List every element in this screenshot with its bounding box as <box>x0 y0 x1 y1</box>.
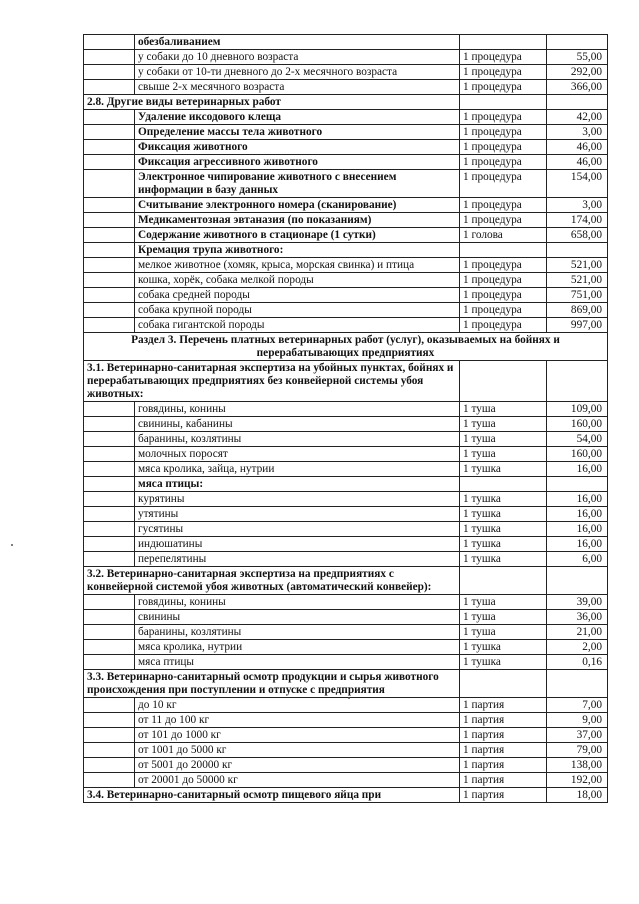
table-row <box>84 333 608 361</box>
service-name-cell: Фиксация животного <box>135 140 460 155</box>
indent-cell <box>84 698 135 713</box>
service-name-cell: курятины <box>135 492 460 507</box>
service-name-cell: мяса кролика, зайца, нутрии <box>135 462 460 477</box>
table-row <box>84 655 608 670</box>
table-row <box>84 432 608 447</box>
unit-cell: 1 туша <box>460 610 547 625</box>
table-row <box>84 447 608 462</box>
table-row <box>84 552 608 567</box>
table-row <box>84 155 608 170</box>
indent-cell <box>84 65 135 80</box>
service-name-cell: от 101 до 1000 кг <box>135 728 460 743</box>
indent-cell <box>84 243 135 258</box>
group-title-cell: 3.3. Ветеринарно-санитарный осмотр продукции и сырья животного происхождения при поступлении и отпуске с предприятия <box>84 670 460 698</box>
scan-dot <box>11 544 13 546</box>
price-cell: 36,00 <box>547 610 608 625</box>
indent-cell <box>84 402 135 417</box>
table-row <box>84 213 608 228</box>
service-name-cell: от 20001 до 50000 кг <box>135 773 460 788</box>
unit-cell: 1 процедура <box>460 65 547 80</box>
service-name-cell: свинины <box>135 610 460 625</box>
unit-cell: 1 партия <box>460 728 547 743</box>
indent-cell <box>84 552 135 567</box>
price-cell <box>547 243 608 258</box>
price-cell: 160,00 <box>547 417 608 432</box>
table-row <box>84 462 608 477</box>
service-name-cell: говядины, конины <box>135 402 460 417</box>
service-name-cell: свинины, кабанины <box>135 417 460 432</box>
table-row <box>84 288 608 303</box>
indent-cell <box>84 492 135 507</box>
indent-cell <box>84 595 135 610</box>
service-name-cell: у собаки до 10 дневного возраста <box>135 50 460 65</box>
service-name-cell: Медикаментозная эвтаназия (по показаниям) <box>135 213 460 228</box>
price-cell: 16,00 <box>547 462 608 477</box>
unit-cell <box>460 95 547 110</box>
group-title-cell: 3.1. Ветеринарно-санитарная экспертиза на убойных пунктах, бойнях и перерабатывающих предприятиях без конвейерной системы убоя животных: <box>84 361 460 402</box>
service-name-cell: мяса кролика, нутрии <box>135 640 460 655</box>
price-cell: 37,00 <box>547 728 608 743</box>
price-cell: 9,00 <box>547 713 608 728</box>
indent-cell <box>84 318 135 333</box>
unit-cell: 1 голова <box>460 228 547 243</box>
service-name-cell: утятины <box>135 507 460 522</box>
indent-cell <box>84 462 135 477</box>
price-cell: 869,00 <box>547 303 608 318</box>
service-name-cell: до 10 кг <box>135 698 460 713</box>
indent-cell <box>84 640 135 655</box>
indent-cell <box>84 537 135 552</box>
indent-cell <box>84 170 135 198</box>
indent-cell <box>84 610 135 625</box>
price-cell: 16,00 <box>547 507 608 522</box>
unit-cell: 1 процедура <box>460 170 547 198</box>
indent-cell <box>84 655 135 670</box>
unit-cell: 1 партия <box>460 788 547 803</box>
indent-cell <box>84 507 135 522</box>
unit-cell: 1 тушка <box>460 492 547 507</box>
table-row <box>84 50 608 65</box>
unit-cell: 1 тушка <box>460 537 547 552</box>
unit-cell: 1 туша <box>460 595 547 610</box>
price-cell: 174,00 <box>547 213 608 228</box>
indent-cell <box>84 758 135 773</box>
table-row <box>84 198 608 213</box>
table-row <box>84 713 608 728</box>
group-title-cell: 3.2. Ветеринарно-санитарная экспертиза на предприятиях с конвейерной системой убоя животных (автоматический конвейер): <box>84 567 460 595</box>
table-row <box>84 402 608 417</box>
unit-cell: 1 процедура <box>460 125 547 140</box>
service-name-cell: Определение массы тела животного <box>135 125 460 140</box>
unit-cell <box>460 670 547 698</box>
indent-cell <box>84 125 135 140</box>
table-row <box>84 567 608 595</box>
indent-cell <box>84 417 135 432</box>
table-row <box>84 140 608 155</box>
unit-cell: 1 процедура <box>460 258 547 273</box>
unit-cell: 1 тушка <box>460 507 547 522</box>
service-name-cell: кошка, хорёк, собака мелкой породы <box>135 273 460 288</box>
service-name-cell: собака гигантской породы <box>135 318 460 333</box>
table-row <box>84 417 608 432</box>
price-cell: 46,00 <box>547 155 608 170</box>
price-cell: 55,00 <box>547 50 608 65</box>
indent-cell <box>84 522 135 537</box>
unit-cell <box>460 361 547 402</box>
service-name-cell: от 11 до 100 кг <box>135 713 460 728</box>
indent-cell <box>84 80 135 95</box>
price-cell: 21,00 <box>547 625 608 640</box>
indent-cell <box>84 155 135 170</box>
price-cell: 79,00 <box>547 743 608 758</box>
price-cell <box>547 567 608 595</box>
price-cell: 54,00 <box>547 432 608 447</box>
indent-cell <box>84 288 135 303</box>
unit-cell: 1 процедура <box>460 213 547 228</box>
price-cell: 18,00 <box>547 788 608 803</box>
table-row <box>84 361 608 402</box>
unit-cell: 1 туша <box>460 402 547 417</box>
price-cell: 109,00 <box>547 402 608 417</box>
service-name-cell: от 5001 до 20000 кг <box>135 758 460 773</box>
unit-cell: 1 партия <box>460 713 547 728</box>
table-row <box>84 773 608 788</box>
price-cell: 192,00 <box>547 773 608 788</box>
unit-cell <box>460 35 547 50</box>
indent-cell <box>84 140 135 155</box>
unit-cell: 1 тушка <box>460 640 547 655</box>
indent-cell <box>84 743 135 758</box>
price-cell: 154,00 <box>547 170 608 198</box>
service-name-cell: обезбаливанием <box>135 35 460 50</box>
table-row <box>84 640 608 655</box>
service-name-cell: говядины, конины <box>135 595 460 610</box>
price-cell: 292,00 <box>547 65 608 80</box>
indent-cell <box>84 110 135 125</box>
indent-cell <box>84 773 135 788</box>
unit-cell <box>460 243 547 258</box>
unit-cell: 1 процедура <box>460 288 547 303</box>
unit-cell: 1 партия <box>460 743 547 758</box>
unit-cell <box>460 477 547 492</box>
service-name-cell: у собаки от 10-ти дневного до 2-х месячного возраста <box>135 65 460 80</box>
table-row <box>84 243 608 258</box>
unit-cell: 1 туша <box>460 625 547 640</box>
service-name-cell: перепелятины <box>135 552 460 567</box>
indent-cell <box>84 303 135 318</box>
service-name-cell: мелкое животное (хомяк, крыса, морская свинка) и птица <box>135 258 460 273</box>
table-row <box>84 537 608 552</box>
table-row <box>84 743 608 758</box>
price-cell <box>547 361 608 402</box>
indent-cell <box>84 198 135 213</box>
unit-cell: 1 партия <box>460 758 547 773</box>
indent-cell <box>84 713 135 728</box>
price-cell: 46,00 <box>547 140 608 155</box>
indent-cell <box>84 273 135 288</box>
service-name-cell: Удаление иксодового клеща <box>135 110 460 125</box>
price-cell: 138,00 <box>547 758 608 773</box>
price-cell: 2,00 <box>547 640 608 655</box>
table-row <box>84 522 608 537</box>
service-name-cell: молочных поросят <box>135 447 460 462</box>
table-row <box>84 610 608 625</box>
price-cell: 521,00 <box>547 258 608 273</box>
unit-cell: 1 процедура <box>460 198 547 213</box>
table-row <box>84 670 608 698</box>
indent-cell <box>84 728 135 743</box>
service-name-cell: баранины, козлятины <box>135 432 460 447</box>
indent-cell <box>84 432 135 447</box>
service-name-cell: гусятины <box>135 522 460 537</box>
price-cell: 7,00 <box>547 698 608 713</box>
indent-cell <box>84 625 135 640</box>
unit-cell: 1 процедура <box>460 273 547 288</box>
unit-cell: 1 тушка <box>460 522 547 537</box>
table-row <box>84 110 608 125</box>
price-cell: 39,00 <box>547 595 608 610</box>
table-row <box>84 95 608 110</box>
table-row <box>84 758 608 773</box>
table-row <box>84 318 608 333</box>
service-name-cell: индюшатины <box>135 537 460 552</box>
service-name-cell: свыше 2-х месячного возраста <box>135 80 460 95</box>
price-cell: 16,00 <box>547 537 608 552</box>
unit-cell: 1 туша <box>460 447 547 462</box>
unit-cell: 1 процедура <box>460 110 547 125</box>
table-row <box>84 273 608 288</box>
service-name-cell: баранины, козлятины <box>135 625 460 640</box>
table-row <box>84 507 608 522</box>
group-title-cell: 2.8. Другие виды ветеринарных работ <box>84 95 460 110</box>
unit-cell: 1 процедура <box>460 140 547 155</box>
service-name-cell: мяса птицы: <box>135 477 460 492</box>
table-row <box>84 65 608 80</box>
indent-cell <box>84 477 135 492</box>
service-name-cell: Электронное чипирование животного с внесением информации в базу данных <box>135 170 460 198</box>
indent-cell <box>84 50 135 65</box>
price-cell: 997,00 <box>547 318 608 333</box>
table-row <box>84 595 608 610</box>
table-row <box>84 170 608 198</box>
table-row <box>84 80 608 95</box>
unit-cell: 1 процедура <box>460 318 547 333</box>
table-row <box>84 788 608 803</box>
indent-cell <box>84 35 135 50</box>
table-row <box>84 698 608 713</box>
price-cell: 6,00 <box>547 552 608 567</box>
unit-cell: 1 партия <box>460 773 547 788</box>
service-name-cell: собака крупной породы <box>135 303 460 318</box>
indent-cell <box>84 213 135 228</box>
unit-cell <box>460 567 547 595</box>
unit-cell: 1 процедура <box>460 50 547 65</box>
price-cell: 0,16 <box>547 655 608 670</box>
indent-cell <box>84 258 135 273</box>
table-row <box>84 258 608 273</box>
unit-cell: 1 туша <box>460 432 547 447</box>
price-cell: 42,00 <box>547 110 608 125</box>
price-cell <box>547 95 608 110</box>
price-cell: 16,00 <box>547 522 608 537</box>
unit-cell: 1 туша <box>460 417 547 432</box>
indent-cell <box>84 447 135 462</box>
group-title-cell: 3.4. Ветеринарно-санитарный осмотр пищевого яйца при <box>84 788 460 803</box>
table-row <box>84 35 608 50</box>
table-row <box>84 303 608 318</box>
indent-cell <box>84 228 135 243</box>
service-name-cell: Содержание животного в стационаре (1 сутки) <box>135 228 460 243</box>
service-name-cell: Фиксация агрессивного животного <box>135 155 460 170</box>
price-cell: 16,00 <box>547 492 608 507</box>
section-title-cell: Раздел 3. Перечень платных ветеринарных работ (услуг), оказываемых на бойнях и перерабатывающих предприятиях <box>84 333 608 361</box>
table-row <box>84 492 608 507</box>
unit-cell: 1 процедура <box>460 80 547 95</box>
price-cell: 521,00 <box>547 273 608 288</box>
service-name-cell: Считывание электронного номера (сканирование) <box>135 198 460 213</box>
table-row <box>84 477 608 492</box>
price-cell <box>547 35 608 50</box>
table-row <box>84 625 608 640</box>
unit-cell: 1 тушка <box>460 462 547 477</box>
unit-cell: 1 тушка <box>460 655 547 670</box>
unit-cell: 1 процедура <box>460 303 547 318</box>
price-table-body <box>84 35 608 803</box>
table-row <box>84 228 608 243</box>
table-row <box>84 125 608 140</box>
service-name-cell: Кремация трупа животного: <box>135 243 460 258</box>
price-cell <box>547 670 608 698</box>
unit-cell: 1 партия <box>460 698 547 713</box>
price-cell: 751,00 <box>547 288 608 303</box>
service-name-cell: собака средней породы <box>135 288 460 303</box>
unit-cell: 1 процедура <box>460 155 547 170</box>
price-cell: 658,00 <box>547 228 608 243</box>
price-table <box>83 34 608 803</box>
scan-dot <box>348 697 350 699</box>
service-name-cell: от 1001 до 5000 кг <box>135 743 460 758</box>
price-cell: 160,00 <box>547 447 608 462</box>
price-cell: 3,00 <box>547 125 608 140</box>
table-row <box>84 728 608 743</box>
price-cell: 3,00 <box>547 198 608 213</box>
service-name-cell: мяса птицы <box>135 655 460 670</box>
price-cell <box>547 477 608 492</box>
unit-cell: 1 тушка <box>460 552 547 567</box>
price-cell: 366,00 <box>547 80 608 95</box>
